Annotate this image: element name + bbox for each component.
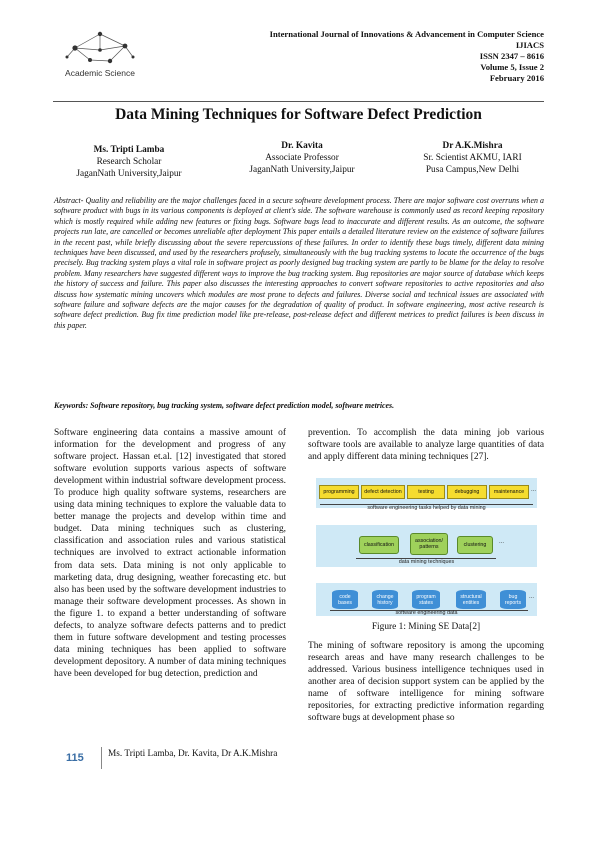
journal-name: International Journal of Innovations & Advancement in Computer Science [269,29,544,39]
data-label: software engineering data [395,610,458,616]
author-name: Ms. Tripti Lamba [93,145,165,155]
data-cylinder: code bases [332,590,358,609]
author-name: Dr. Kavita [281,141,323,151]
journal-volume: Volume 5, Issue 2 [480,62,544,72]
abstract: Abstract- Quality and reliability are the major challenges faced in a secure software development process. There are major software cost overruns when a software product with bugs in its various components is deployed at client's side. The software warehouse is commonly used as record keeping repository which is mostly required while adding new features or fixing bugs. Software bugs lead to inaccurate and different results. As an outcome, the software projects run late, are cancelled or becomes unreliable after deployment This paper entails a detailed literature review on the existence of software failures in the recent past, while briefly discussing about the severe repercussions of these failures. In order to identify these bugs timely, different data mining techniques have been discussed, and used by the researchers profusely, simultaneously with the bug tracking systems to locate the occurrence of the bugs precisely. Bug tracking system plays a vital role in software project as poorly designed bug tracking system are partly to be blame for the delay to resolve problem. Many researchers have suggested different ways to improve the bug tracking system. Bug repositories are major source of database which keeps the history of success and failure. This paper also discusses the interesting approaches to convert software repositories to active repositories and also discuss how systematic mining uncovers which modules are most prone to defects and failures. Diverse social and technical issues are associated with software failure and software defects are the major causes for the degradation of quality of product. In software engineering, most active research is software defect prediction. Bug fix time prediction model like pre-release, post-release defect and different metrices to predict failures is been discuss in this paper. [54,196,544,330]
footer-authors: Ms. Tripti Lamba, Dr. Kavita, Dr A.K.Mishra [108,749,278,759]
body-right-column-top: prevention. To accomplish the data mining job various software tools are available to analyze large quantities of data and apply different data mining techniques [27]. [308,428,544,463]
author-position: Research Scholar [96,157,162,167]
technique-box: classification [359,536,399,554]
logo-graphic-icon [55,30,145,70]
technique-box: association/ patterns [410,533,448,555]
author-affiliation: JaganNath University,Jaipur [76,169,182,179]
journal-logo [55,30,145,82]
figure-caption: Figure 1: Mining SE Data[2] [371,622,481,632]
author-position: Associate Professor [265,153,339,163]
author-name: Dr A.K.Mishra [442,141,503,151]
author-position: Sr. Scientist AKMU, IARI [423,153,522,163]
tasks-label: software engineering tasks helped by data mining [367,505,486,511]
technique-box: clustering [457,536,493,554]
journal-issn: ISSN 2347 – 8616 [479,51,544,61]
data-cylinder: change history [372,590,398,609]
data-cylinder: program states [412,590,440,609]
techniques-ellipsis: ... [499,539,505,545]
techniques-label: data mining techniques [398,559,455,565]
task-box: testing [407,485,445,499]
task-box: debugging [447,485,487,499]
figure-mining-se-data [316,476,537,616]
data-ellipsis: ... [529,594,535,600]
author-1 [54,144,204,180]
journal-date: February 2016 [489,73,544,83]
tasks-ellipsis: ... [531,487,537,493]
page-number: 115 [66,752,84,764]
paper-title: Data Mining Techniques for Software Defect Prediction [115,106,482,123]
body-right-column-bottom: The mining of software repository is among the upcoming research areas and have many research challenges to be addressed. Various business intelligence techniques used in another area of decision support system can be applied by the name of software intelligence for mining software repositories, for extracting predictive information regarding software bugs at development phase so [308,641,544,724]
data-cylinder: structural entities [456,590,486,609]
header-rule [53,101,544,102]
logo-text: Academic Science [65,68,135,78]
task-box: programming [319,485,359,499]
body-left-column: Software engineering data contains a massive amount of information for the development and progress of any software project. Hassan et.al. [12] investigated that stored software evolution supports various aspects of software development within industrial software development process. To produce high quality software systems, researchers are using data mining techniques to explore the valuable data to better manage the projects and develop within time and budget. Data mining techniques such as clustering, classification and association rules and various statistical techniques are involved to extract actionable information from data sets. Data mining is not only applicable to marketing data, drug designing, weather forecasting etc. but also has been used by the software development industries to manage their software development processes. As shown in the figure 1. to expand a better understanding of software defects, to analyze software defects patterns and to predict them in future software development and testing processes data mining techniques has been applied to software development depository. A number of data mining techniques have been developed for bug detection, prediction and [54,428,286,679]
keywords: Keywords: Software repository, bug tracking system, software defect prediction model, software metrices. [54,401,395,410]
journal-info [270,29,544,84]
data-cylinder: bug reports [500,590,526,609]
author-affiliation: JaganNath University,Jaipur [249,165,355,175]
task-box: defect detection [361,485,405,499]
author-2 [222,140,382,176]
footer-divider [101,747,102,769]
author-affiliation: Pusa Campus,New Delhi [425,165,520,175]
author-3 [400,140,545,176]
journal-abbrev: IJIACS [515,40,544,50]
task-box: maintenance [489,485,529,499]
